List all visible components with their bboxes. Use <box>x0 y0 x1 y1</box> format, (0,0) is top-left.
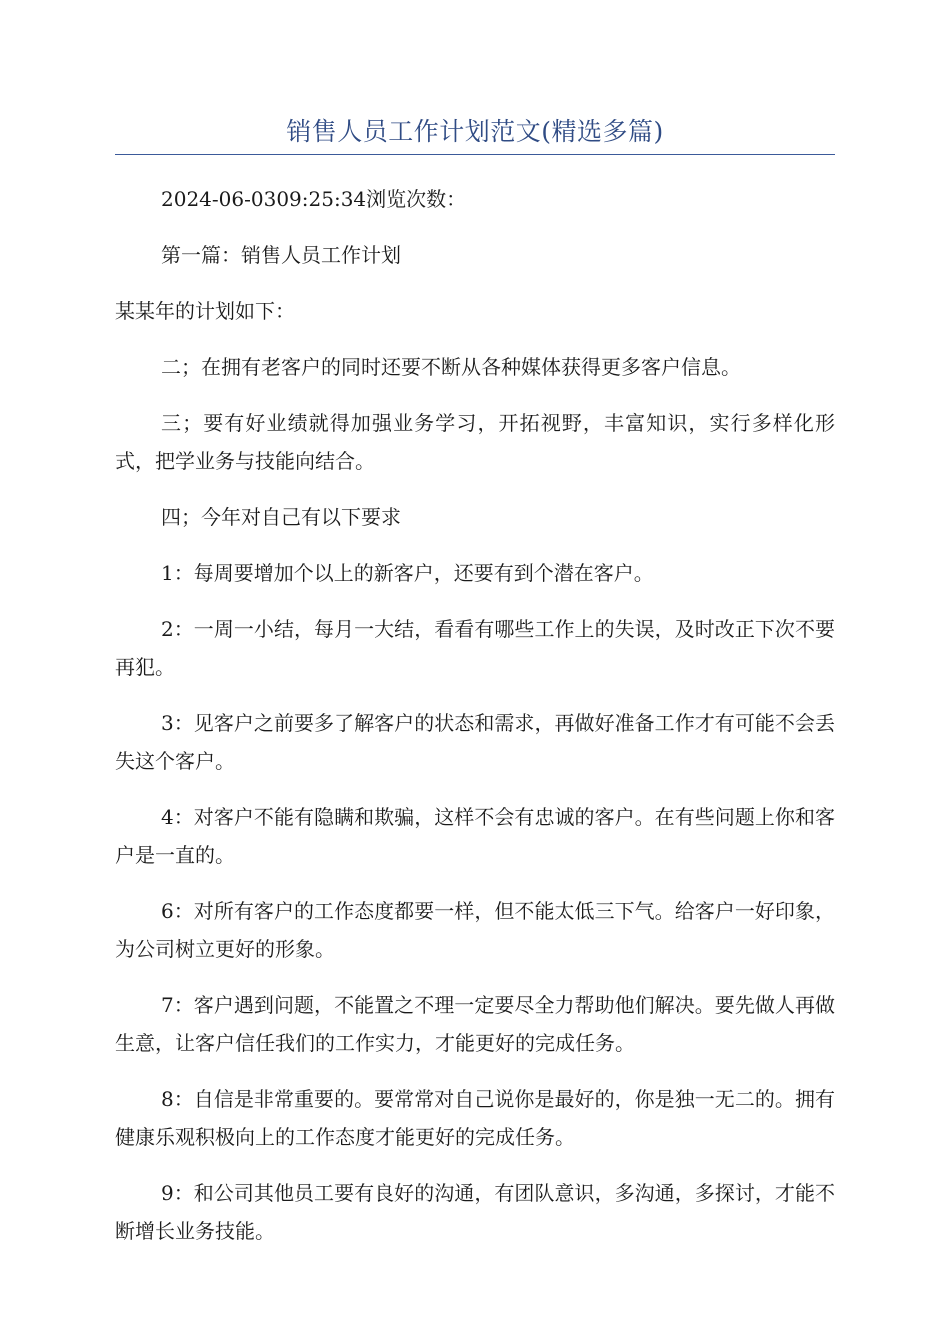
requirement-3: 3：见客户之前要多了解客户的状态和需求，再做好准备工作才有可能不会丢失这个客户。 <box>115 711 835 773</box>
section-heading: 第一篇：销售人员工作计划 <box>161 243 401 267</box>
requirement-6: 6：对所有客户的工作态度都要一样，但不能太低三下气。给客户一好印象，为公司树立更好的形象。 <box>115 899 835 961</box>
requirement-1: 1：每周要增加个以上的新客户，还要有到个潜在客户。 <box>161 561 654 585</box>
title-underline <box>115 154 835 155</box>
intro-paragraph: 某某年的计划如下： <box>115 299 295 323</box>
paragraph-item-4: 四；今年对自己有以下要求 <box>161 505 401 529</box>
requirement-4: 4：对客户不能有隐瞒和欺骗，这样不会有忠诚的客户。在有些问题上你和客户是一直的。 <box>115 805 835 867</box>
paragraph-item-2: 二；在拥有老客户的同时还要不断从各种媒体获得更多客户信息。 <box>161 355 741 379</box>
document-title: 销售人员工作计划范文(精选多篇) <box>286 117 664 146</box>
paragraph-item-3: 三；要有好业绩就得加强业务学习，开拓视野，丰富知识，实行多样化形式，把学业务与技能向结合。 <box>115 411 835 473</box>
requirement-2: 2：一周一小结，每月一大结，看看有哪些工作上的失误，及时改正下次不要再犯。 <box>115 617 835 679</box>
document-body <box>115 180 835 1268</box>
requirement-8: 8：自信是非常重要的。要常常对自己说你是最好的，你是独一无二的。拥有健康乐观积极向上的工作态度才能更好的完成任务。 <box>115 1087 835 1149</box>
requirement-7: 7：客户遇到问题，不能置之不理一定要尽全力帮助他们解决。要先做人再做生意，让客户信任我们的工作实力，才能更好的完成任务。 <box>115 993 835 1055</box>
meta-line: 2024-06-0309:25:34浏览次数： <box>161 187 467 211</box>
requirement-9: 9：和公司其他员工要有良好的沟通，有团队意识，多沟通，多探讨，才能不断增长业务技能。 <box>115 1181 835 1243</box>
